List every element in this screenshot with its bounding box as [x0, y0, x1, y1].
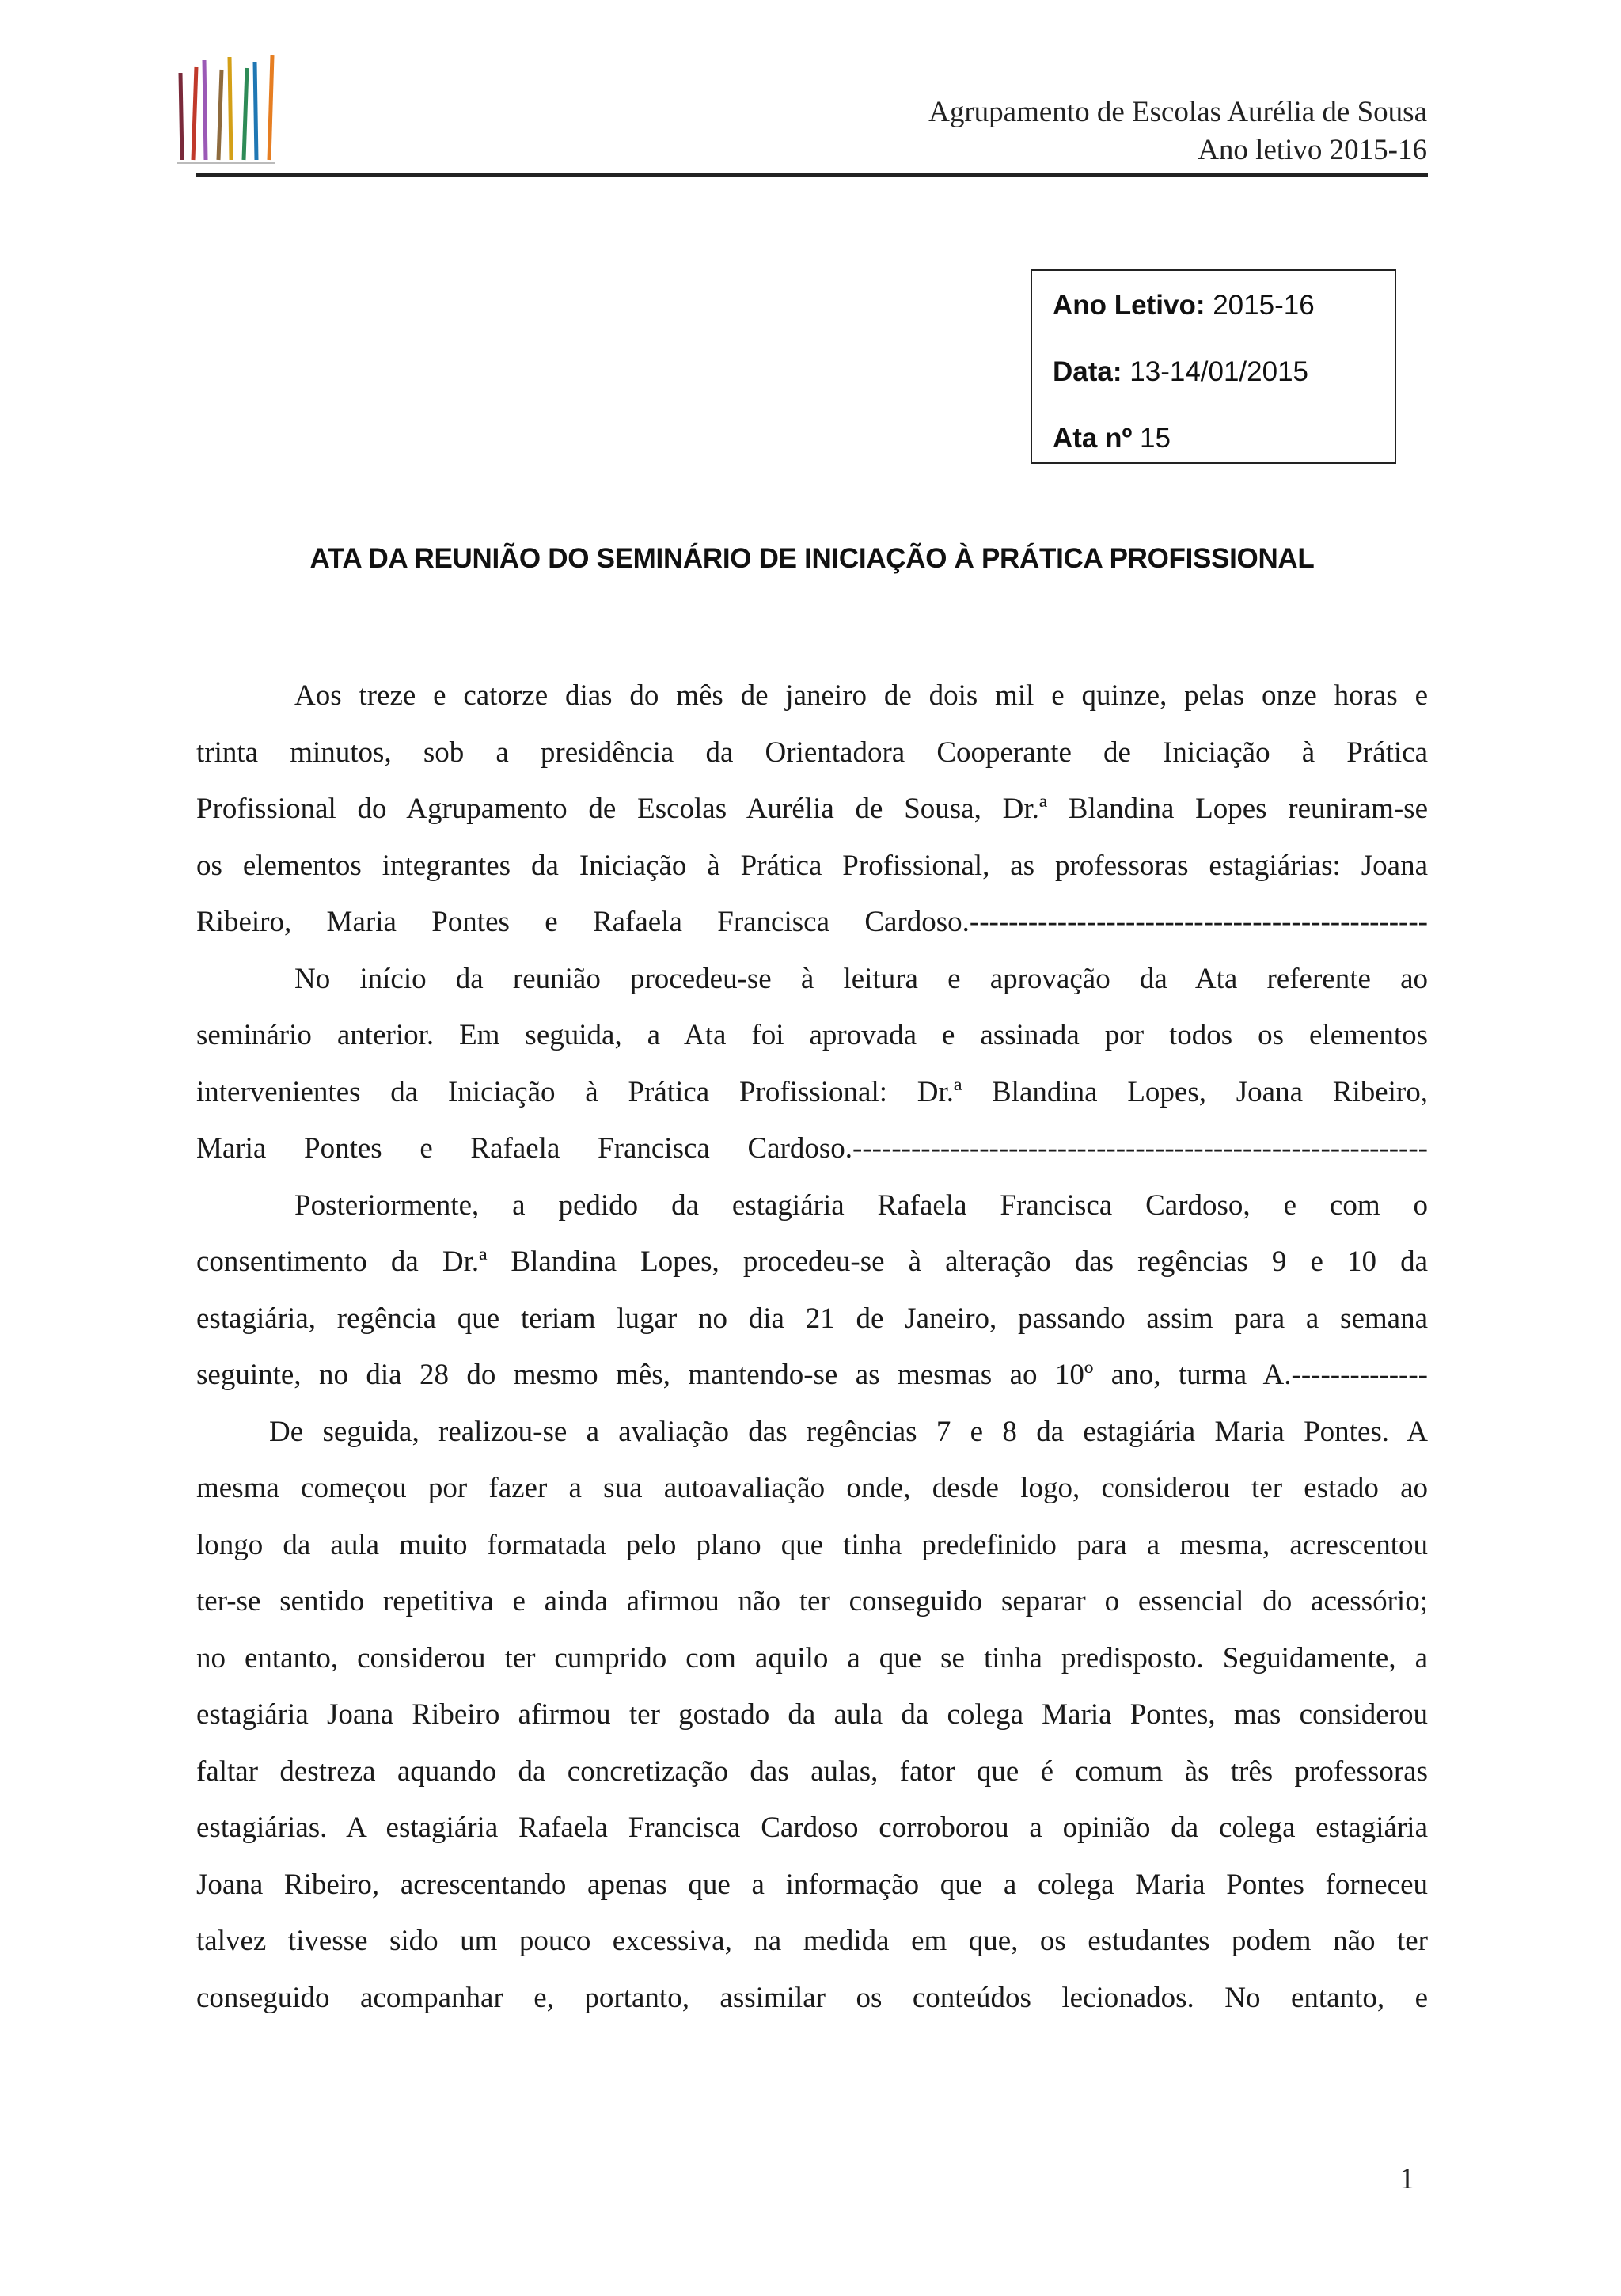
body-line: ter-se sentido repetitiva e ainda afirmou não ter conseguido separar o essencial do acessório; [196, 1585, 1428, 1617]
body-line: intervenientes da Iniciação à Prática Profissional: Dr.ª Blandina Lopes, Joana Ribeiro, [196, 1075, 1428, 1108]
body-line: consentimento da Dr.ª Blandina Lopes, procedeu-se à alteração das regências 9 e 10 da [196, 1245, 1428, 1278]
body-line: Ribeiro, Maria Pontes e Rafaela Francisca Cardoso.----------------------------------------------- [196, 906, 1428, 938]
body-line: Posteriormente, a pedido da estagiária Rafaela Francisca Cardoso, e com o [294, 1188, 1428, 1222]
body-line: no entanto, considerou ter cumprido com aquilo a que se tinha predisposto. Seguidamente, a [196, 1641, 1428, 1674]
page-header [928, 93, 1427, 169]
data-label: Data: [1053, 356, 1122, 387]
body-line: mesma começou por fazer a sua autoavaliação onde, desde logo, considerou ter estado ao [196, 1472, 1428, 1504]
body-line: estagiária, regência que teriam lugar no dia 21 de Janeiro, passando assim para a semana [196, 1302, 1428, 1335]
body-line: estagiária Joana Ribeiro afirmou ter gostado da aula da colega Maria Pontes, mas considerou [196, 1698, 1428, 1731]
school-logo [173, 49, 283, 168]
data-value: 13-14/01/2015 [1129, 356, 1309, 387]
body-line: No início da reunião procedeu-se à leitura e aprovação da Ata referente ao [294, 962, 1428, 995]
body-line: seminário anterior. Em seguida, a Ata foi aprovada e assinada por todos os elementos [196, 1019, 1428, 1051]
meeting-info-box [1031, 269, 1396, 464]
body-line: talvez tivesse sido um pouco excessiva, na medida em que, os estudantes podem não ter [196, 1925, 1428, 1957]
body-line: Profissional do Agrupamento de Escolas Aurélia de Sousa, Dr.ª Blandina Lopes reuniram-se [196, 793, 1428, 825]
body-line: Joana Ribeiro, acrescentando apenas que a informação que a colega Maria Pontes forneceu [196, 1868, 1428, 1901]
document-title: ATA DA REUNIÃO DO SEMINÁRIO DE INICIAÇÃO À PRÁTICA PROFISSIONAL [309, 543, 1315, 574]
page-number: 1 [1399, 2162, 1414, 2195]
info-data [1053, 356, 1308, 388]
body-line: Aos treze e catorze dias do mês de janeiro de dois mil e quinze, pelas onze horas e [294, 679, 1428, 712]
header-organization: Agrupamento de Escolas Aurélia de Sousa [928, 96, 1427, 128]
body-line: conseguido acompanhar e, portanto, assimilar os conteúdos lecionados. No entanto, e [196, 1981, 1428, 2014]
header-school-year: Ano letivo 2015-16 [1198, 134, 1427, 166]
minutes-body [196, 667, 1428, 2026]
header-divider [196, 173, 1428, 177]
ata-label: Ata nº [1053, 423, 1133, 454]
body-line: faltar destreza aquando da concretização das aulas, fator que é comum às três professoras [196, 1754, 1428, 1788]
body-line: trinta minutos, sob a presidência da Orientadora Cooperante de Iniciação à Prática [196, 736, 1428, 769]
body-line: seguinte, no dia 28 do mesmo mês, mantendo-se as mesmas ao 10º ano, turma A.-------------- [196, 1359, 1428, 1391]
body-line: estagiárias. A estagiária Rafaela Francisca Cardoso corroborou a opinião da colega estagiária [196, 1811, 1428, 1844]
ata-value: 15 [1140, 423, 1171, 454]
ano-letivo-label: Ano Letivo: [1053, 290, 1205, 321]
body-line: os elementos integrantes da Iniciação à Prática Profissional, as professoras estagiárias: Joana [196, 849, 1428, 882]
body-line: Maria Pontes e Rafaela Francisca Cardoso.----------------------------------------------------------- [196, 1132, 1428, 1165]
body-line: De seguida, realizou-se a avaliação das regências 7 e 8 da estagiária Maria Pontes. A [269, 1415, 1428, 1448]
info-ano-letivo [1053, 290, 1315, 321]
ano-letivo-value: 2015-16 [1213, 290, 1315, 321]
info-ata-number [1053, 423, 1171, 454]
body-line: longo da aula muito formatada pelo plano que tinha predefinido para a mesma, acrescentou [196, 1528, 1428, 1561]
